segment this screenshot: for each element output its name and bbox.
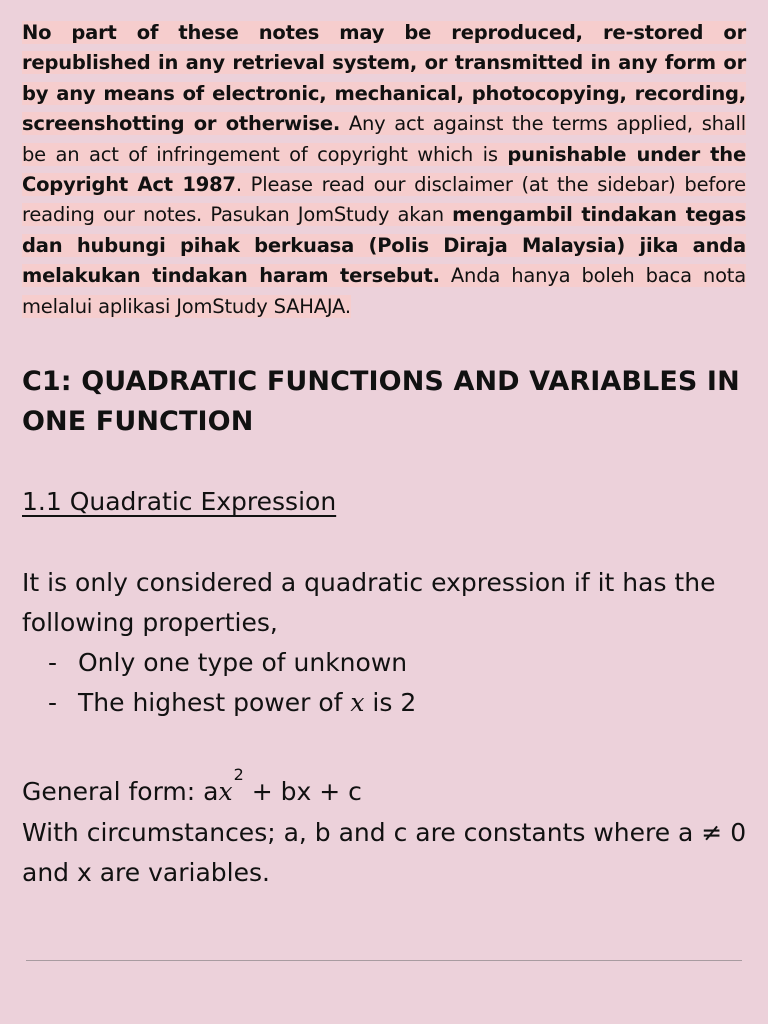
chapter-title: C1: QUADRATIC FUNCTIONS AND VARIABLES IN ONE FUNCTION — [22, 366, 740, 437]
bullet-text-post: is 2 — [364, 688, 417, 717]
properties-list — [48, 643, 416, 723]
general-form — [22, 765, 752, 815]
disclaimer-bold-1: No part of these notes may be reproduced, re-stored or republished in any retrieval system, or transmitted in any form or by any means of electronic, mechanical, photocopying, recording, screenshotting or otherwise. — [22, 21, 746, 136]
variable-x: x — [218, 777, 233, 806]
variable-x: x — [350, 688, 365, 717]
divider-line — [26, 960, 742, 961]
disclaimer-text-6: Anda hanya boleh baca nota melalui aplikasi JomStudy SAHAJA. — [22, 264, 747, 318]
disclaimer-text-4: . Please read our disclaimer (at the sidebar) before reading our notes. Pasukan JomStudy akan — [22, 173, 746, 227]
list-item — [48, 683, 416, 723]
bullet-marker: - — [48, 688, 58, 717]
disclaimer-bold-3: punishable under the Copyright Act 1987 — [22, 142, 747, 197]
list-item — [48, 643, 416, 683]
disclaimer-bold-5: mengambil tindakan tegas dan hubungi pihak berkuasa (Polis Diraja Malaysia) jika anda melakukan tindakan haram tersebut. — [22, 203, 746, 288]
general-form-label: General form: a — [22, 777, 219, 806]
conditions-paragraph: With circumstances; a, b and c are constants where a ≠ 0 and x are variables. — [22, 818, 747, 887]
bullet-text: Only one type of unknown — [78, 648, 408, 677]
bullet-marker: - — [48, 648, 58, 677]
disclaimer-text-2: Any act against the terms applied, shall be an act of infringement of copyright which is — [22, 112, 746, 166]
general-form-rest: + bx + c — [251, 777, 362, 806]
bullet-text-pre: The highest power of — [78, 688, 351, 717]
exponent: 2 — [233, 765, 244, 784]
copyright-disclaimer — [22, 18, 746, 322]
section-heading: 1.1 Quadratic Expression — [22, 487, 337, 516]
intro-paragraph: It is only considered a quadratic expression if it has the following properties, — [22, 568, 716, 637]
